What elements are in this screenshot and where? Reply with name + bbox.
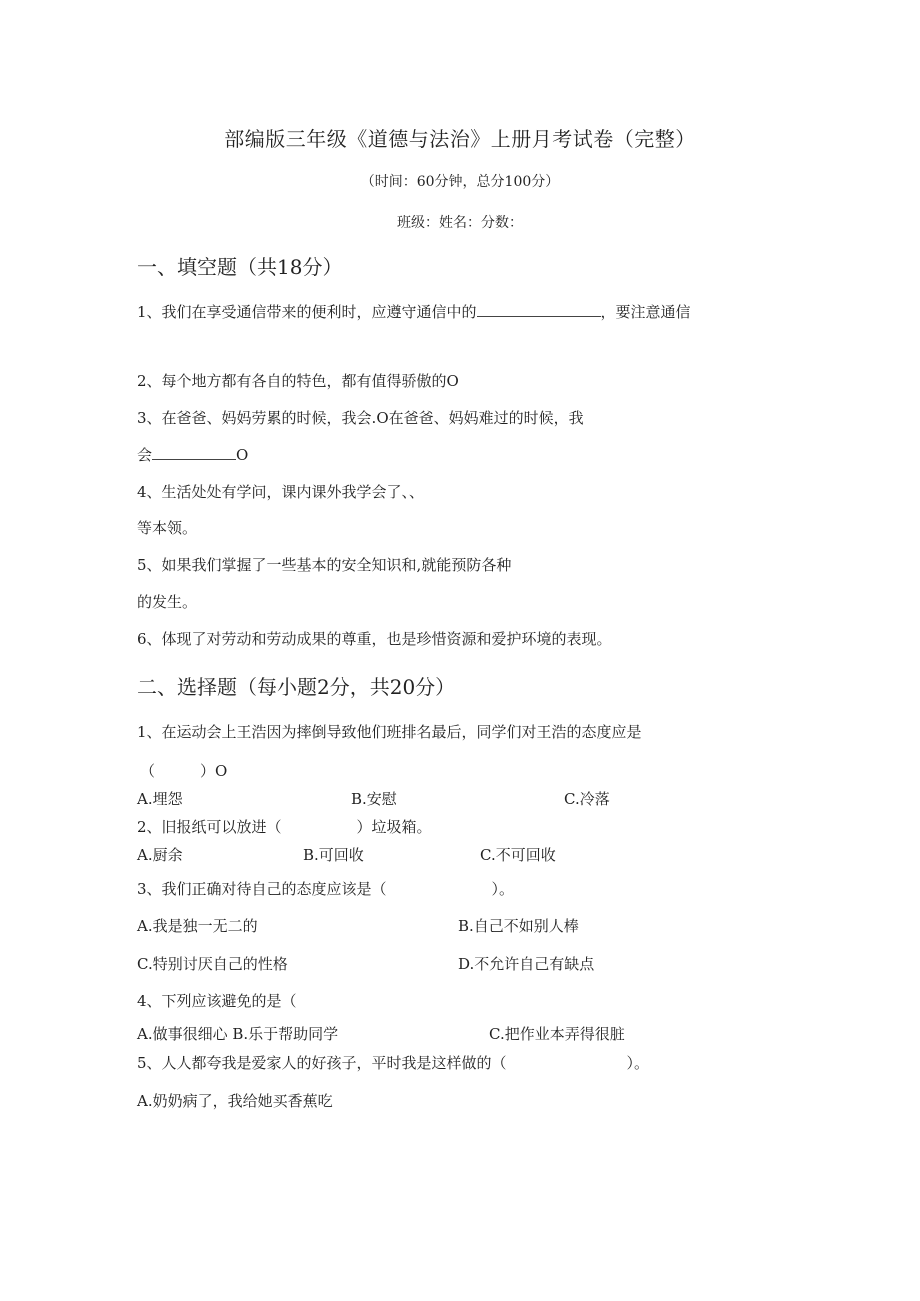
s2-q5-option-a[interactable]: A.奶奶病了，我给她买香蕉吃 xyxy=(137,1092,333,1110)
s2-question-1: 1、在运动会上王浩因为摔倒导致他们班排名最后，同学们对王浩的态度应是 xyxy=(137,723,642,741)
s2-q1-paren: （ ）O xyxy=(140,762,228,780)
s2-q3-option-d[interactable]: D.不允许自己有缺点 xyxy=(458,955,595,973)
s1-q1-text-a: 1、我们在享受通信带来的便利时，应遵守通信中的 xyxy=(137,303,477,321)
s2-q1-option-b[interactable]: B.安慰 xyxy=(351,790,397,808)
s2-question-3: 3、我们正确对待自己的态度应该是（ ）。 xyxy=(137,880,515,898)
section2-heading: 二、选择题（每小题2分，共20分） xyxy=(137,675,456,699)
s2-q2-option-c[interactable]: C.不可回收 xyxy=(480,846,556,864)
s2-q4-option-c[interactable]: C.把作业本弄得很脏 xyxy=(489,1025,625,1043)
s1-question-3a: 3、在爸爸、妈妈劳累的时候，我会.O在爸爸、妈妈难过的时候，我 xyxy=(137,409,584,427)
s1-q3-text-b1: 会 xyxy=(137,446,153,464)
s2-question-4: 4、下列应该避免的是（ xyxy=(137,992,297,1010)
s2-q3-option-a[interactable]: A.我是独一无二的 xyxy=(137,917,258,935)
s1-q1-blank[interactable] xyxy=(477,302,601,317)
s2-q3-option-c[interactable]: C.特别讨厌自己的性格 xyxy=(137,955,288,973)
s1-q3-blank[interactable] xyxy=(152,445,236,460)
s1-question-1 xyxy=(137,302,691,322)
class-info: 班级：姓名：分数： xyxy=(397,215,523,231)
s2-question-5: 5、人人都夸我是爱家人的好孩子，平时我是这样做的（ ）。 xyxy=(137,1054,650,1072)
s1-q1-text-b: ，要注意通信 xyxy=(600,303,691,321)
s1-question-3b xyxy=(137,445,248,465)
s2-q2-option-b[interactable]: B.可回收 xyxy=(303,846,364,864)
s1-question-4b: 等本领。 xyxy=(137,519,198,537)
s1-question-6: 6、体现了对劳动和劳动成果的尊重，也是珍惜资源和爱护环境的表现。 xyxy=(137,630,612,648)
s2-q1-option-c[interactable]: C.冷落 xyxy=(564,790,610,808)
s2-q4-option-ab[interactable]: A.做事很细心 B.乐于帮助同学 xyxy=(137,1025,339,1043)
s1-question-5a: 5、如果我们掌握了一些基本的安全知识和,就能预防各种 xyxy=(137,556,512,574)
s2-q1-option-a[interactable]: A.埋怨 xyxy=(137,790,183,808)
s1-question-2: 2、每个地方都有各自的特色，都有值得骄傲的O xyxy=(137,372,459,390)
s2-q3-option-b[interactable]: B.自己不如别人棒 xyxy=(458,917,579,935)
s2-q2-option-a[interactable]: A.厨余 xyxy=(137,846,183,864)
exam-subtitle: （时间：60分钟，总分100分） xyxy=(360,174,560,190)
exam-title: 部编版三年级《道德与法治》上册月考试卷（完整） xyxy=(224,127,696,151)
s1-question-4a: 4、生活处处有学问，课内课外我学会了、、 xyxy=(137,483,425,501)
s1-question-5b: 的发生。 xyxy=(137,593,198,611)
s1-q3-text-b2: O xyxy=(236,446,249,464)
section1-heading: 一、填空题（共18分） xyxy=(137,255,343,279)
s2-question-2: 2、旧报纸可以放进（ ）垃圾箱。 xyxy=(137,818,432,836)
